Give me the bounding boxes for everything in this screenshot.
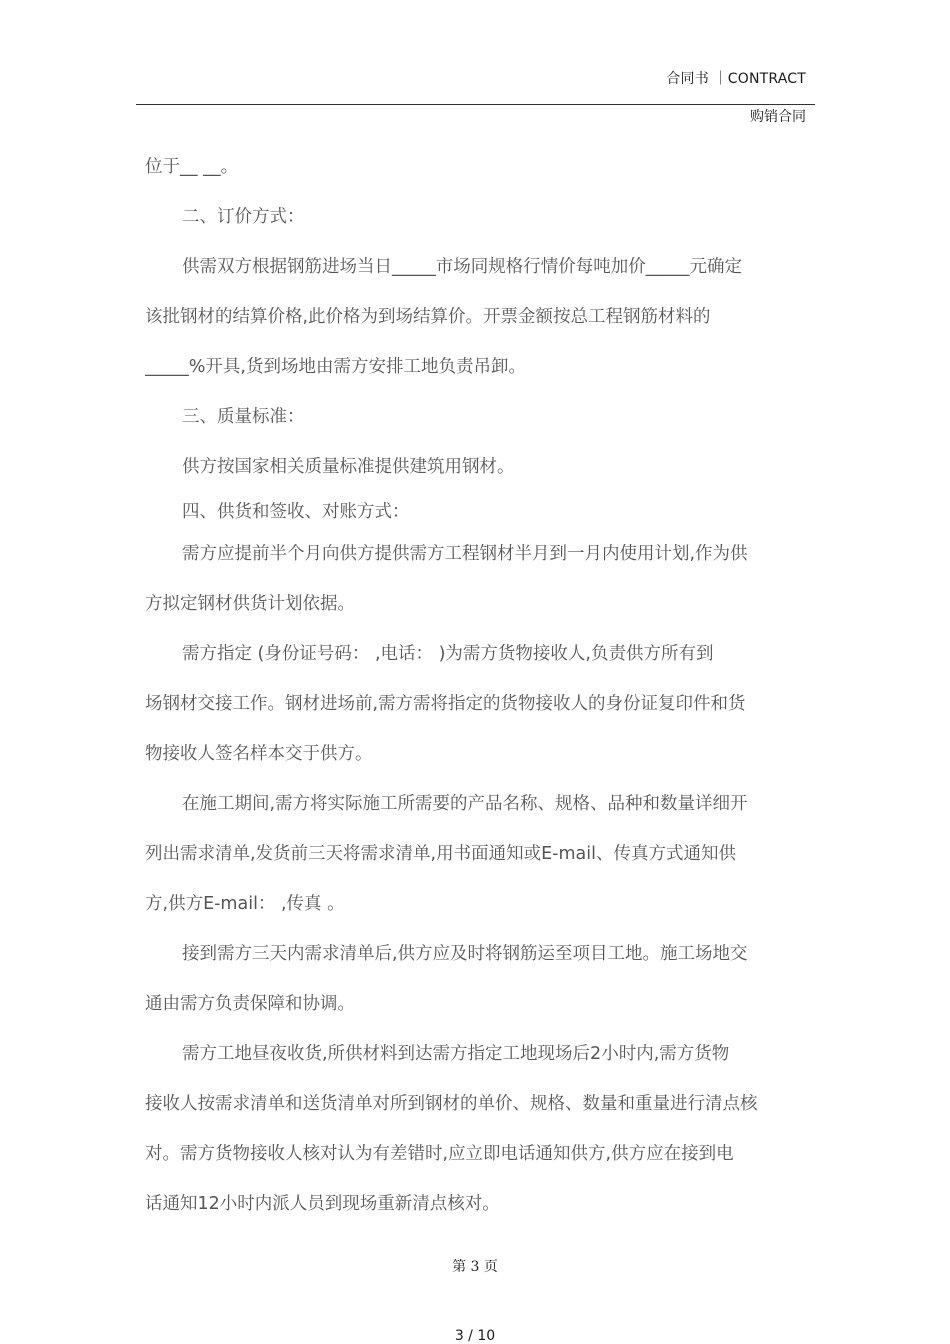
text-line: 接到需方三天内需求清单后,供方应及时将钢筋运至项目工地。施工场地交	[182, 944, 748, 964]
document-body	[145, 144, 810, 1231]
page-count: 3 / 10	[454, 1328, 496, 1344]
text-line: 接收人按需求清单和送货清单对所到钢材的单价、规格、数量和重量进行清点核	[145, 1094, 758, 1114]
header-title: 合同书 ｜CONTRACT	[666, 71, 806, 87]
header-divider	[136, 104, 815, 105]
text-line: 位于__ __。	[145, 157, 239, 177]
text-line: 供需双方根据钢筋进场当日_____市场同规格行情价每吨加价_____元确定	[182, 257, 742, 277]
text-line: 场钢材交接工作。钢材进场前,需方需将指定的货物接收人的身份证复印件和货	[145, 694, 746, 714]
text-line: 物接收人签名样本交于供方。	[145, 744, 373, 764]
text-line: 在施工期间,需方将实际施工所需要的产品名称、规格、品种和数量详细开	[182, 794, 748, 814]
page-number-label: 第 3 页	[452, 1259, 498, 1275]
text-line: 该批钢材的结算价格,此价格为到场结算价。开票金额按总工程钢筋材料的	[145, 307, 711, 327]
text-line: 需方工地昼夜收货,所供材料到达需方指定工地现场后2小时内,需方货物	[182, 1044, 730, 1064]
section-heading: 二、订价方式：	[182, 207, 305, 227]
text-line: 通由需方负责保障和协调。	[145, 994, 355, 1014]
text-line: 方拟定钢材供货计划依据。	[145, 594, 355, 614]
text-line: 对。需方货物接收人核对认为有差错时,应立即电话通知供方,供方应在接到电	[145, 1144, 734, 1164]
text-line: 方,供方E-mail： ,传真 。	[145, 894, 345, 914]
text-line: 供方按国家相关质量标准提供建筑用钢材。	[182, 457, 515, 477]
text-line: 需方应提前半个月向供方提供需方工程钢材半月到一月内使用计划,作为供	[182, 544, 748, 564]
text-line: _____%开具,货到场地由需方安排工地负责吊卸。	[145, 357, 526, 377]
header-subtitle: 购销合同	[750, 109, 806, 125]
text-line: 列出需求清单,发货前三天将需求清单,用书面通知或E-mail、传真方式通知供	[145, 844, 736, 864]
section-heading: 四、供货和签收、对账方式：	[182, 502, 410, 522]
text-line: 话通知12小时内派人员到现场重新清点核对。	[145, 1194, 500, 1214]
section-heading: 三、质量标准：	[182, 407, 305, 427]
text-line: 需方指定 (身份证号码： ,电话： )为需方货物接收人,负责供方所有到	[182, 644, 714, 664]
